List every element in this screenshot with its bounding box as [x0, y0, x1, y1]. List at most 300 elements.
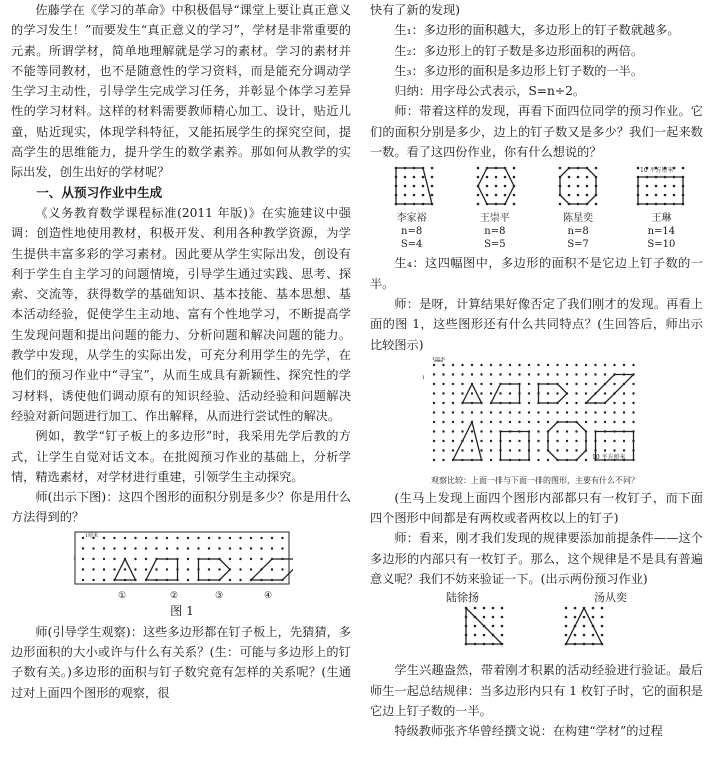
- peg: [486, 185, 489, 188]
- paragraph-teacher-prompt: 师：带着这样的发现，再看下面四位同学的预习作业。它们的面积分别是多少，边上的钉子数又是多少？我们一起来数一数。看了这四份作业，你有什么想说的？: [370, 104, 703, 160]
- peg: [442, 459, 444, 461]
- student-name: 陆徐扬: [446, 591, 479, 605]
- peg: [452, 430, 454, 432]
- figure-1-label: ④: [264, 590, 273, 601]
- peg: [528, 373, 530, 375]
- peg: [92, 547, 94, 549]
- peg: [113, 537, 115, 539]
- peg: [604, 364, 606, 366]
- figure-3-caption: 观察比较：上面一排与下面一排的图形，主要有什么不同？: [431, 475, 639, 485]
- polygon-shape: [199, 559, 231, 580]
- board-frame: [75, 532, 289, 584]
- peg: [442, 449, 444, 451]
- peg: [586, 185, 589, 188]
- peg: [601, 634, 604, 637]
- peg: [613, 383, 615, 385]
- peg: [575, 383, 577, 385]
- peg: [566, 411, 568, 413]
- peg: [513, 176, 516, 179]
- peg: [556, 449, 558, 451]
- peg: [461, 364, 463, 366]
- peg: [239, 568, 241, 570]
- peg: [404, 176, 407, 179]
- peg: [509, 373, 511, 375]
- peg: [623, 421, 625, 423]
- peg: [113, 568, 115, 570]
- peg: [483, 607, 486, 610]
- peg: [461, 430, 463, 432]
- peg: [623, 449, 625, 451]
- peg: [483, 616, 486, 619]
- peg: [592, 607, 595, 610]
- polygon-shape: [638, 177, 683, 204]
- peg: [471, 449, 473, 451]
- student-2-finding: 生₂：多边形上的钉子数是多边形面积的两倍。: [394, 43, 644, 58]
- peg: [585, 411, 587, 413]
- peg: [155, 537, 157, 539]
- peg: [575, 364, 577, 366]
- peg: [592, 616, 595, 619]
- paragraph-quote: 特级教师张齐华曾经撰文说：在构建“学材”的过程: [394, 724, 663, 739]
- peg: [673, 194, 676, 197]
- peg: [583, 625, 586, 628]
- peg: [575, 449, 577, 451]
- peg: [480, 411, 482, 413]
- peg: [575, 440, 577, 442]
- figure-2-student-polygons: [370, 164, 703, 212]
- peg: [632, 421, 634, 423]
- peg: [504, 194, 507, 197]
- peg: [229, 547, 231, 549]
- peg: [585, 383, 587, 385]
- peg: [471, 373, 473, 375]
- peg: [433, 440, 435, 442]
- peg: [92, 568, 94, 570]
- peg: [477, 194, 480, 197]
- peg: [461, 411, 463, 413]
- peg: [82, 579, 84, 581]
- peg: [490, 364, 492, 366]
- peg: [559, 203, 562, 206]
- student-4-finding: 生₄：这四幅图中，多边形的面积不是它边上钉子数的一半。: [370, 256, 703, 291]
- peg: [442, 430, 444, 432]
- peg: [113, 547, 115, 549]
- peg: [537, 459, 539, 461]
- peg: [556, 411, 558, 413]
- peg: [613, 449, 615, 451]
- peg: [528, 421, 530, 423]
- peg: [176, 537, 178, 539]
- peg: [474, 607, 477, 610]
- peg: [547, 421, 549, 423]
- unit-label: 1: [422, 374, 426, 381]
- peg: [632, 364, 634, 366]
- peg: [632, 402, 634, 404]
- peg: [495, 185, 498, 188]
- peg: [431, 185, 434, 188]
- peg: [528, 402, 530, 404]
- peg: [509, 440, 511, 442]
- peg: [655, 194, 658, 197]
- peg: [632, 411, 634, 413]
- peg: [490, 383, 492, 385]
- peg: [452, 402, 454, 404]
- peg: [495, 194, 498, 197]
- peg: [509, 449, 511, 451]
- peg: [585, 373, 587, 375]
- peg: [103, 547, 105, 549]
- peg: [271, 547, 273, 549]
- peg: [594, 364, 596, 366]
- peg: [565, 634, 568, 637]
- peg: [208, 537, 210, 539]
- peg: [594, 383, 596, 385]
- peg: [623, 411, 625, 413]
- peg: [537, 421, 539, 423]
- peg: [585, 392, 587, 394]
- peg: [528, 364, 530, 366]
- peg: [433, 459, 435, 461]
- figure-4-student-names: [370, 591, 703, 604]
- peg: [431, 176, 434, 179]
- peg: [239, 558, 241, 560]
- peg: [499, 392, 501, 394]
- peg: [537, 364, 539, 366]
- peg: [574, 634, 577, 637]
- left-column: [11, 0, 351, 703]
- paragraph-teacher-compare: 师：是呀，计算结果好像否定了我们刚才的发现。再看上面的图 1，这些图形还有什么共同特点？(生回答后，师出示比较图示): [370, 296, 703, 352]
- peg: [547, 411, 549, 413]
- peg: [250, 568, 252, 570]
- peg: [433, 364, 435, 366]
- peg: [613, 364, 615, 366]
- figure-2: [370, 164, 703, 251]
- peg: [592, 634, 595, 637]
- peg: [442, 402, 444, 404]
- peg: [637, 167, 640, 170]
- peg: [480, 430, 482, 432]
- peg: [565, 625, 568, 628]
- peg: [433, 383, 435, 385]
- peg: [187, 537, 189, 539]
- peg: [483, 634, 486, 637]
- peg: [565, 616, 568, 619]
- peg: [566, 430, 568, 432]
- peg: [556, 373, 558, 375]
- peg: [433, 373, 435, 375]
- peg: [281, 568, 283, 570]
- figure-1-label: ①: [118, 590, 127, 601]
- paragraph-teacher-question: 师(出示下图)：这四个图形的面积分别是多少？你是用什么方法得到的？: [11, 490, 351, 525]
- peg: [490, 421, 492, 423]
- peg: [422, 176, 425, 179]
- peg: [594, 421, 596, 423]
- peg: [528, 392, 530, 394]
- peg: [452, 373, 454, 375]
- peg: [113, 558, 115, 560]
- peg: [145, 568, 147, 570]
- peg: [495, 176, 498, 179]
- peg: [664, 185, 667, 188]
- peg: [604, 440, 606, 442]
- peg: [537, 411, 539, 413]
- peg: [509, 411, 511, 413]
- peg: [218, 537, 220, 539]
- peg: [413, 176, 416, 179]
- peg: [490, 440, 492, 442]
- peg: [575, 392, 577, 394]
- peg: [577, 176, 580, 179]
- unit-label: 1厘米: [85, 532, 99, 539]
- peg: [604, 373, 606, 375]
- peg: [260, 558, 262, 560]
- peg: [537, 449, 539, 451]
- paragraph-example: 例如，教学“钉子板上的多边形”时，我采用先学后教的方式，让学生自觉对话文本。在批阅预习作业的基础上，分析学情，精选素材，对学材进行重建，引领学生主动探究。: [11, 429, 351, 484]
- peg: [124, 568, 126, 570]
- peg: [134, 568, 136, 570]
- peg: [486, 176, 489, 179]
- peg: [480, 364, 482, 366]
- peg: [471, 392, 473, 394]
- peg: [250, 537, 252, 539]
- peg: [613, 440, 615, 442]
- peg: [499, 411, 501, 413]
- peg: [461, 449, 463, 451]
- peg: [509, 392, 511, 394]
- peg: [471, 430, 473, 432]
- peg: [568, 176, 571, 179]
- figure-2-student-labels: [370, 212, 703, 251]
- peg: [197, 537, 199, 539]
- peg: [490, 392, 492, 394]
- peg: [664, 194, 667, 197]
- peg: [595, 203, 598, 206]
- peg: [613, 421, 615, 423]
- paragraph-standard: 《义务教育数学课程标准(2011 年版)》在实施建议中强调：创造性地使用教材，积极开发、利用各种教学资源，为学生提供丰富多彩的学习素材。因此要从学生实际出发，创设有利于学生自主学习的问题情境，引导学生通过实践、思考、探索、交流等，获得数学的基础知识、基本技能、基本思想、基本活动经验，促使学生主动地、富有个性地学习，不断提高学生发现问题和提出问题的能力、分析问题和解决问题的能力。教学中发现，从学生的实际出发，可充分利用学生的先学，在他们的预习作业中“寻宝”，从而生成具有新颖性、探究性的学习材料，诱使他们调动原有的知识经验、活动经验和问题解决经验对新问题进行加工、作出解释，从而进行尝试性的解决。: [11, 205, 351, 423]
- peg: [187, 558, 189, 560]
- peg: [556, 364, 558, 366]
- peg: [271, 537, 273, 539]
- peg: [442, 421, 444, 423]
- peg: [442, 364, 444, 366]
- peg: [474, 634, 477, 637]
- peg: [613, 411, 615, 413]
- peg: [547, 373, 549, 375]
- paragraph-teacher-condition: 师：看来，刚才我们发现的规律要添加前提条件——这个多边形的内部只有一枚钉子。那么，这个规律是不是具有普遍意义呢？我们不妨来验证一下。(出示两份预习作业): [370, 531, 703, 587]
- peg: [82, 547, 84, 549]
- peg: [155, 547, 157, 549]
- peg: [501, 625, 504, 628]
- unit-label: 1: [73, 555, 77, 562]
- peg: [492, 625, 495, 628]
- peg: [518, 449, 520, 451]
- peg: [134, 537, 136, 539]
- peg: [537, 373, 539, 375]
- peg: [103, 579, 105, 581]
- peg: [566, 402, 568, 404]
- figure-1-pegboard: [71, 530, 293, 602]
- figure-1-caption: 图 1: [170, 603, 194, 618]
- peg: [250, 558, 252, 560]
- peg: [490, 430, 492, 432]
- peg: [452, 383, 454, 385]
- peg: [655, 185, 658, 188]
- peg: [155, 568, 157, 570]
- peg: [404, 194, 407, 197]
- student-1-finding: 生₁：多边形的面积越大，多边形上的钉子数就越多。: [394, 23, 680, 38]
- peg: [176, 547, 178, 549]
- peg: [575, 430, 577, 432]
- peg: [556, 430, 558, 432]
- peg: [422, 194, 425, 197]
- peg: [134, 547, 136, 549]
- peg: [601, 616, 604, 619]
- peg: [568, 185, 571, 188]
- peg: [218, 568, 220, 570]
- section-heading: 一、从预习作业中生成: [36, 184, 163, 200]
- peg: [166, 568, 168, 570]
- student-3-finding: 生₃：多边形的面积是多边形上钉子数的一半。: [394, 63, 644, 78]
- peg: [260, 547, 262, 549]
- formula-summary: 归纳：用字母公式表示，S=n÷2。: [394, 84, 586, 99]
- peg: [518, 440, 520, 442]
- peg: [513, 203, 516, 206]
- peg: [528, 383, 530, 385]
- peg: [574, 607, 577, 610]
- peg: [586, 194, 589, 197]
- polygon-shape: [146, 559, 178, 580]
- polygon-shape: [491, 384, 520, 403]
- figure-1-label: ③: [215, 590, 224, 601]
- peg: [623, 364, 625, 366]
- peg: [613, 402, 615, 404]
- peg: [623, 392, 625, 394]
- peg: [442, 383, 444, 385]
- peg: [566, 440, 568, 442]
- peg: [208, 547, 210, 549]
- peg: [575, 411, 577, 413]
- peg: [413, 194, 416, 197]
- polygon-shape: [586, 374, 634, 403]
- student-name: 汤从奕: [594, 591, 627, 605]
- peg: [577, 194, 580, 197]
- peg: [518, 421, 520, 423]
- peg: [504, 176, 507, 179]
- peg: [559, 167, 562, 170]
- peg: [575, 402, 577, 404]
- peg: [566, 364, 568, 366]
- student-label: 陈星奕 n=8 S=7: [563, 213, 594, 251]
- peg: [82, 537, 84, 539]
- polygon-shape: [453, 422, 482, 460]
- peg: [471, 364, 473, 366]
- peg: [461, 383, 463, 385]
- peg: [480, 383, 482, 385]
- peg: [187, 568, 189, 570]
- peg: [604, 421, 606, 423]
- unit-label: 1厘米: [432, 356, 446, 362]
- figure-4-verification-polygons: [370, 604, 703, 658]
- peg: [501, 616, 504, 619]
- peg: [490, 373, 492, 375]
- peg: [124, 537, 126, 539]
- right-column: [370, 0, 703, 742]
- peg: [499, 364, 501, 366]
- peg: [166, 537, 168, 539]
- peg: [518, 373, 520, 375]
- peg: [452, 440, 454, 442]
- peg: [568, 194, 571, 197]
- peg: [145, 558, 147, 560]
- peg: [433, 421, 435, 423]
- peg: [604, 449, 606, 451]
- student-label: 王琳 n=14 S=10: [647, 213, 676, 251]
- peg: [632, 383, 634, 385]
- figure-3-comparison-board: [420, 357, 650, 475]
- peg: [145, 547, 147, 549]
- peg: [646, 194, 649, 197]
- peg: [442, 440, 444, 442]
- peg: [404, 185, 407, 188]
- peg: [501, 607, 504, 610]
- peg: [682, 167, 685, 170]
- peg: [480, 440, 482, 442]
- peg: [197, 547, 199, 549]
- peg: [229, 558, 231, 560]
- peg: [537, 440, 539, 442]
- peg: [583, 634, 586, 637]
- peg: [103, 537, 105, 539]
- peg: [452, 392, 454, 394]
- peg: [433, 392, 435, 394]
- peg: [281, 547, 283, 549]
- peg: [586, 176, 589, 179]
- peg: [433, 430, 435, 432]
- peg: [239, 537, 241, 539]
- peg: [452, 364, 454, 366]
- peg: [623, 440, 625, 442]
- peg: [103, 558, 105, 560]
- peg: [442, 392, 444, 394]
- peg: [422, 185, 425, 188]
- peg: [595, 167, 598, 170]
- peg: [556, 392, 558, 394]
- figure-3: [420, 357, 650, 486]
- peg: [518, 364, 520, 366]
- peg: [604, 411, 606, 413]
- peg: [528, 411, 530, 413]
- paragraph-verification: 学生兴趣盎然，带着刚才积累的活动经验进行验证。最后师生一起总结规律：当多边形内只有 1 枚钉子时，它的面积是它边上钉子数的一半。: [370, 663, 703, 718]
- peg: [583, 616, 586, 619]
- peg: [124, 547, 126, 549]
- peg: [565, 607, 568, 610]
- student-label: 李家裕 n=8 S=4: [396, 213, 427, 251]
- peg: [585, 364, 587, 366]
- polygon-shape: [539, 384, 568, 403]
- peg: [433, 402, 435, 404]
- peg: [480, 373, 482, 375]
- peg: [566, 373, 568, 375]
- peg: [480, 421, 482, 423]
- peg: [471, 440, 473, 442]
- peg: [585, 421, 587, 423]
- peg: [577, 185, 580, 188]
- peg: [103, 568, 105, 570]
- peg: [574, 616, 577, 619]
- peg: [239, 547, 241, 549]
- peg: [509, 421, 511, 423]
- peg: [513, 167, 516, 170]
